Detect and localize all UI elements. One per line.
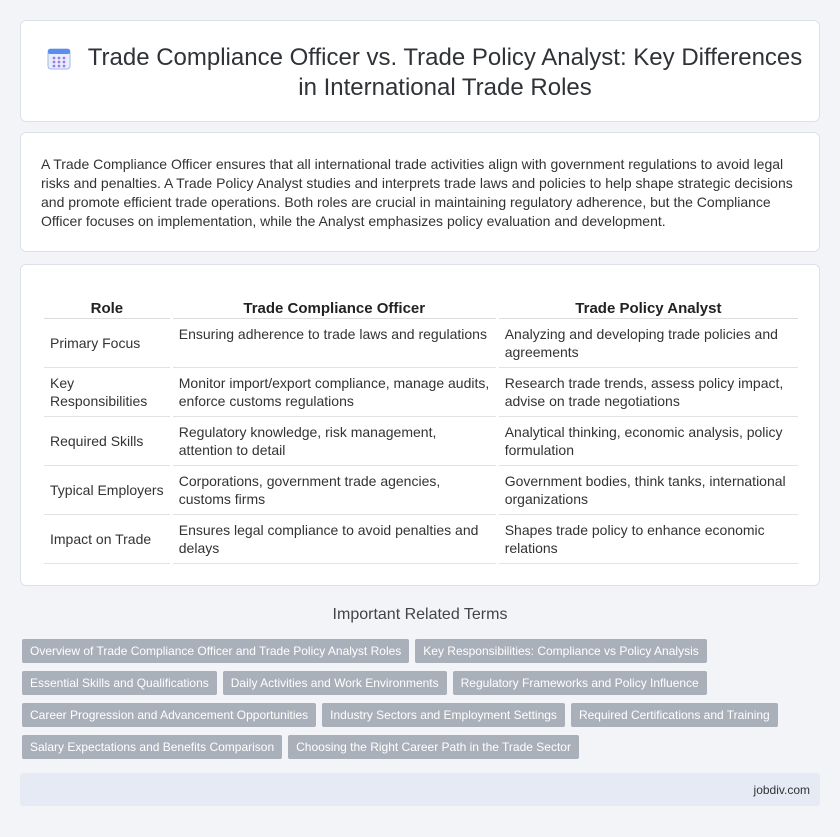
- table-cell: Government bodies, think tanks, international organizations: [499, 466, 798, 515]
- related-terms-heading: Important Related Terms: [332, 606, 508, 623]
- related-term-tag[interactable]: Salary Expectations and Benefits Comparison: [22, 735, 282, 759]
- comparison-card: [20, 264, 820, 586]
- calendar-grid-icon: [47, 47, 71, 71]
- column-header-policy-analyst: Trade Policy Analyst: [499, 295, 798, 319]
- related-term-tag[interactable]: Daily Activities and Work Environments: [223, 671, 447, 695]
- table-cell: Corporations, government trade agencies, customs firms: [173, 466, 496, 515]
- column-header-role: Role: [44, 295, 170, 319]
- table-cell: Monitor import/export compliance, manage audits, enforce customs regulations: [173, 368, 496, 417]
- comparison-table: [41, 295, 801, 564]
- table-cell: Research trade trends, assess policy impact, advise on trade negotiations: [499, 368, 798, 417]
- table-cell: Analytical thinking, economic analysis, policy formulation: [499, 417, 798, 466]
- table-row: [44, 368, 798, 417]
- row-label: Impact on Trade: [44, 515, 170, 564]
- footer: [20, 773, 820, 806]
- table-row: [44, 466, 798, 515]
- column-header-compliance-officer: Trade Compliance Officer: [173, 295, 496, 319]
- row-label: Key Responsibilities: [44, 368, 170, 417]
- table-cell: Shapes trade policy to enhance economic relations: [499, 515, 798, 564]
- row-label: Primary Focus: [44, 319, 170, 368]
- title-card: [20, 20, 820, 122]
- related-term-tag[interactable]: Key Responsibilities: Compliance vs Policy Analysis: [415, 639, 706, 663]
- related-term-tag[interactable]: Regulatory Frameworks and Policy Influence: [453, 671, 707, 695]
- related-term-tag[interactable]: Choosing the Right Career Path in the Trade Sector: [288, 735, 579, 759]
- footer-site-link[interactable]: jobdiv.com: [753, 783, 810, 797]
- table-cell: Regulatory knowledge, risk management, attention to detail: [173, 417, 496, 466]
- related-term-tag[interactable]: Essential Skills and Qualifications: [22, 671, 217, 695]
- intro-paragraph: A Trade Compliance Officer ensures that all international trade activities align with government regulations to avoid legal risks and penalties. A Trade Policy Analyst studies and interprets trade laws and policies to help shape strategic decisions and promote efficient trade operations. Both roles are crucial in maintaining regulatory adherence, but the Compliance Officer focuses on implementation, while the Analyst emphasizes policy evaluation and development.: [41, 156, 793, 229]
- related-term-tag[interactable]: Overview of Trade Compliance Officer and Trade Policy Analyst Roles: [22, 639, 409, 663]
- table-row: [44, 319, 798, 368]
- table-cell: Ensures legal compliance to avoid penalties and delays: [173, 515, 496, 564]
- row-label: Required Skills: [44, 417, 170, 466]
- table-header-row: [44, 295, 798, 319]
- page-title: Trade Compliance Officer vs. Trade Policy Analyst: Key Differences in International Trade Roles: [87, 44, 803, 101]
- related-term-tag[interactable]: Career Progression and Advancement Opportunities: [22, 703, 316, 727]
- table-row: [44, 417, 798, 466]
- related-term-tag[interactable]: Industry Sectors and Employment Settings: [322, 703, 565, 727]
- table-cell: Analyzing and developing trade policies and agreements: [499, 319, 798, 368]
- table-row: [44, 515, 798, 564]
- table-cell: Ensuring adherence to trade laws and regulations: [173, 319, 496, 368]
- row-label: Typical Employers: [44, 466, 170, 515]
- related-term-tag[interactable]: Required Certifications and Training: [571, 703, 778, 727]
- intro-card: [20, 132, 820, 252]
- related-terms-list: [22, 639, 812, 759]
